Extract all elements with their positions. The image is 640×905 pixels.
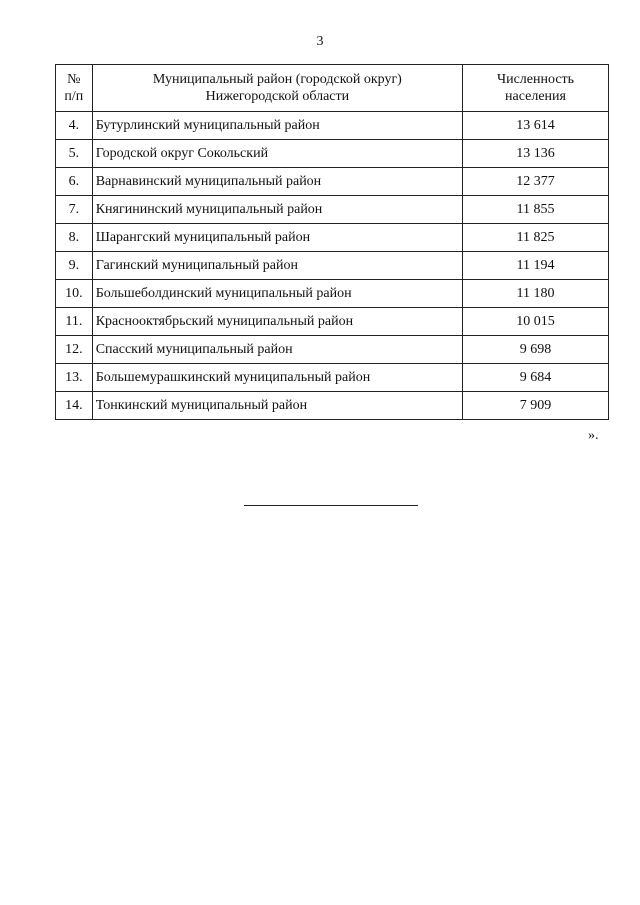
row-district: Варнавинский муниципальный район bbox=[92, 168, 462, 196]
table-row bbox=[56, 196, 609, 224]
row-number: 9. bbox=[56, 252, 93, 280]
row-population: 10 015 bbox=[463, 308, 609, 336]
header-district-line-2: Нижегородской области bbox=[205, 89, 350, 104]
table-row bbox=[56, 140, 609, 168]
row-population: 11 855 bbox=[463, 196, 609, 224]
population-table bbox=[55, 64, 609, 420]
page-number: 3 bbox=[316, 34, 324, 49]
row-district: Княгининский муниципальный район bbox=[92, 196, 462, 224]
header-district bbox=[92, 65, 462, 112]
row-population: 9 684 bbox=[463, 364, 609, 392]
row-district: Тонкинский муниципальный район bbox=[92, 392, 462, 420]
table-header-row bbox=[56, 65, 609, 112]
table-row bbox=[56, 364, 609, 392]
table-row bbox=[56, 392, 609, 420]
header-population bbox=[463, 65, 609, 112]
row-population: 7 909 bbox=[463, 392, 609, 420]
table-row bbox=[56, 112, 609, 140]
row-district: Бутурлинский муниципальный район bbox=[92, 112, 462, 140]
header-number-line-2: п/п bbox=[64, 89, 84, 104]
row-district: Городской округ Сокольский bbox=[92, 140, 462, 168]
row-population: 11 180 bbox=[463, 280, 609, 308]
row-number: 12. bbox=[56, 336, 93, 364]
row-district: Краснооктябрьский муниципальный район bbox=[92, 308, 462, 336]
row-number: 14. bbox=[56, 392, 93, 420]
row-district: Большемурашкинский муниципальный район bbox=[92, 364, 462, 392]
header-number bbox=[56, 65, 93, 112]
table-row bbox=[56, 308, 609, 336]
row-number: 11. bbox=[56, 308, 93, 336]
row-number: 8. bbox=[56, 224, 93, 252]
table-row bbox=[56, 252, 609, 280]
table-row bbox=[56, 280, 609, 308]
row-district: Гагинский муниципальный район bbox=[92, 252, 462, 280]
row-number: 7. bbox=[56, 196, 93, 224]
row-number: 13. bbox=[56, 364, 93, 392]
row-number: 6. bbox=[56, 168, 93, 196]
header-number-line-1: № bbox=[67, 72, 81, 87]
row-population: 11 825 bbox=[463, 224, 609, 252]
row-population: 9 698 bbox=[463, 336, 609, 364]
signature-separator-line bbox=[244, 505, 418, 506]
table-row bbox=[56, 336, 609, 364]
closing-quote-mark: ». bbox=[588, 428, 599, 443]
row-population: 11 194 bbox=[463, 252, 609, 280]
row-district: Спасский муниципальный район bbox=[92, 336, 462, 364]
row-population: 13 614 bbox=[463, 112, 609, 140]
row-number: 4. bbox=[56, 112, 93, 140]
header-population-line-1: Численность bbox=[496, 72, 575, 87]
row-population: 12 377 bbox=[463, 168, 609, 196]
row-population: 13 136 bbox=[463, 140, 609, 168]
row-district: Большеболдинский муниципальный район bbox=[92, 280, 462, 308]
table-row bbox=[56, 168, 609, 196]
header-district-line-1: Муниципальный район (городской округ) bbox=[152, 72, 402, 87]
header-population-line-2: населения bbox=[505, 89, 566, 104]
table-row bbox=[56, 224, 609, 252]
row-district: Шарангский муниципальный район bbox=[92, 224, 462, 252]
row-number: 10. bbox=[56, 280, 93, 308]
row-number: 5. bbox=[56, 140, 93, 168]
